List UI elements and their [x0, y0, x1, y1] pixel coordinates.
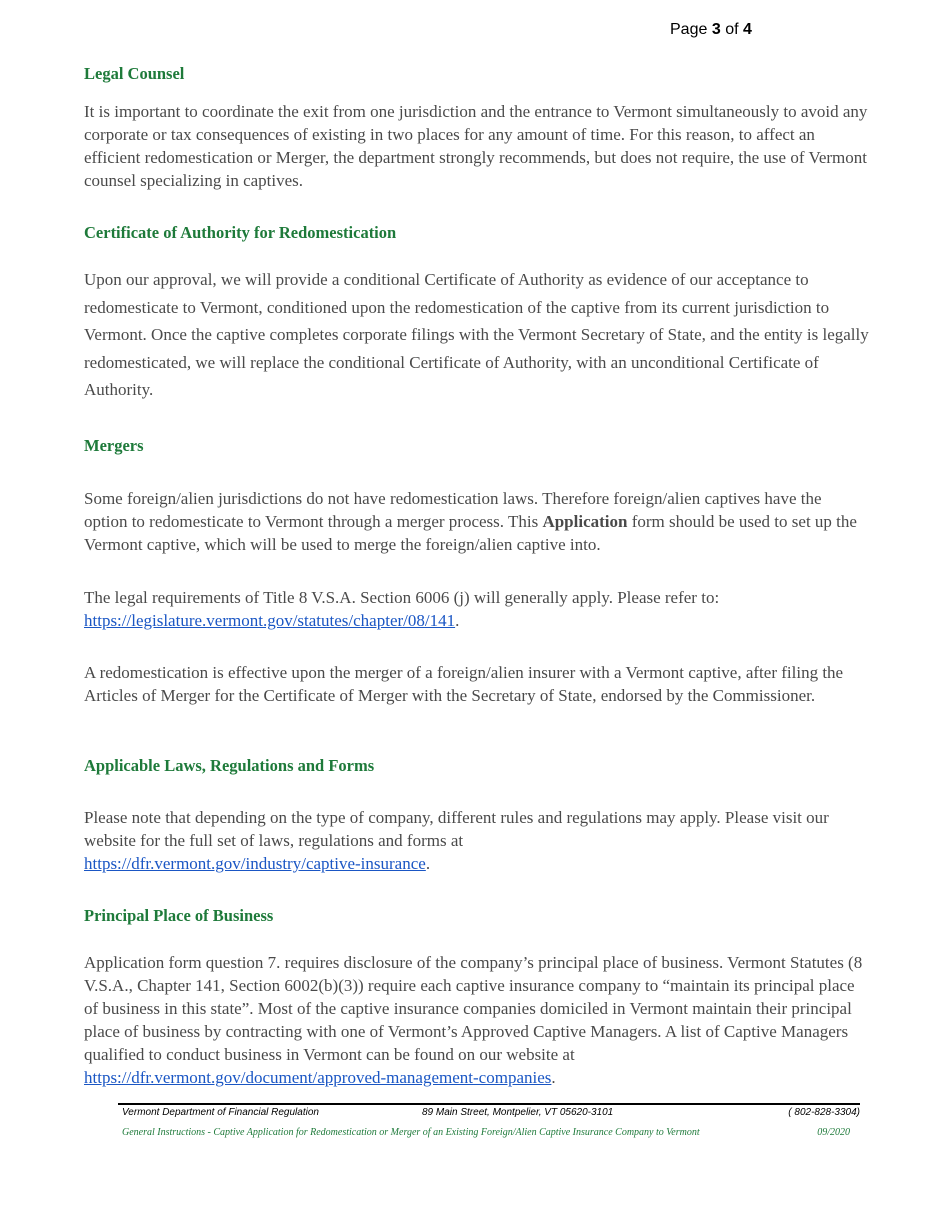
- footer-contact-line: [122, 1107, 860, 1121]
- heading-mergers: Mergers: [84, 436, 144, 455]
- footer-document-line: [122, 1127, 860, 1141]
- statutes-link[interactable]: https://legislature.vermont.gov/statutes/chapter/08/141: [84, 611, 456, 630]
- application-bold-term: Application: [542, 512, 628, 531]
- paragraph-applicable-laws: [84, 806, 869, 875]
- paragraph-mergers-process: [84, 487, 869, 556]
- page-of-word: of: [725, 21, 739, 38]
- footer-department: Vermont Department of Financial Regulation: [122, 1107, 319, 1118]
- mergers-text-start: Some foreign/alien jurisdictions do not have redomestication laws. Therefore foreign/alien captives have the option to redomesticate to Vermont through a merger process. This: [84, 489, 822, 531]
- paragraph-redomestication-effective: A redomestication is effective upon the merger of a foreign/alien insurer with a Vermont captive, after filing the Articles of Merger for the Certificate of Merger with the Secretary of State, endorsed by the Commissioner.: [84, 663, 844, 705]
- principal-place-text: Application form question 7. requires disclosure of the company’s principal place of business. Vermont Statutes (8 V.S.A., Chapter 141, Section 6002(b)(3)) require each captive insurance company to “maintain its principal place of business in this state”. Most of the captive insurance companies domiciled in Vermont maintain their principal place of business by contracting with one of Vermont’s Approved Captive Managers. A list of Captive Managers qualified to conduct business in Vermont can be found on our website at: [84, 953, 863, 1064]
- footer-document-title: General Instructions - Captive Application for Redomestication or Merger of an Existing Foreign/Alien Captive Insurance Company to Vermont: [122, 1127, 700, 1138]
- captive-insurance-link[interactable]: https://dfr.vermont.gov/industry/captive-insurance: [84, 854, 426, 873]
- applicable-laws-text: Please note that depending on the type of company, different rules and regulations may apply. Please visit our website for the full set of laws, regulations and forms at: [84, 808, 829, 850]
- legal-requirements-text: The legal requirements of Title 8 V.S.A. Section 6006 (j) will generally apply. Please refer to:: [84, 588, 720, 607]
- footer-divider: [118, 1103, 860, 1105]
- page-current: 3: [711, 21, 721, 38]
- footer-phone: ( 802-828-3304): [788, 1107, 860, 1118]
- applicable-laws-period: .: [425, 854, 431, 873]
- heading-applicable-laws: Applicable Laws, Regulations and Forms: [84, 756, 375, 775]
- heading-principal-place: Principal Place of Business: [84, 906, 274, 925]
- mergers-text-end: form should be used to set up the Vermont captive, which will be used to merge the foreign/alien captive into.: [84, 512, 857, 554]
- paragraph-certificate-of-authority: Upon our approval, we will provide a conditional Certificate of Authority as evidence of our acceptance to redomesticate to Vermont, conditioned upon the redomestication of the captive from its current jurisdiction to Vermont. Once the captive completes corporate filings with the Vermont Secretary of State, and the entity is legally redomesticated, we will replace the conditional Certificate of Authority, with an unconditional Certificate of Authority.: [84, 270, 869, 399]
- paragraph-legal-counsel: It is important to coordinate the exit from one jurisdiction and the entrance to Vermont simultaneously to avoid any corporate or tax consequences of existing in two places for any amount of time. For this reason, to affect an efficient redomestication or Merger, the department strongly recommends, but does not require, the use of Vermont counsel specializing in captives.: [84, 102, 868, 190]
- page-number: [670, 21, 752, 39]
- footer-address: 89 Main Street, Montpelier, VT 05620-3101: [422, 1107, 614, 1118]
- legal-requirements-period: .: [455, 611, 460, 630]
- principal-place-period: .: [551, 1068, 556, 1087]
- heading-legal-counsel: Legal Counsel: [84, 64, 185, 83]
- paragraph-principal-place: [84, 951, 869, 1089]
- page-total: 4: [742, 21, 752, 38]
- paragraph-legal-requirements: [84, 586, 869, 632]
- page-word: Page: [670, 21, 708, 38]
- footer-date: 09/2020: [817, 1127, 850, 1138]
- heading-certificate-of-authority: Certificate of Authority for Redomestication: [84, 223, 397, 242]
- approved-managers-link[interactable]: https://dfr.vermont.gov/document/approved-management-companies: [84, 1068, 552, 1087]
